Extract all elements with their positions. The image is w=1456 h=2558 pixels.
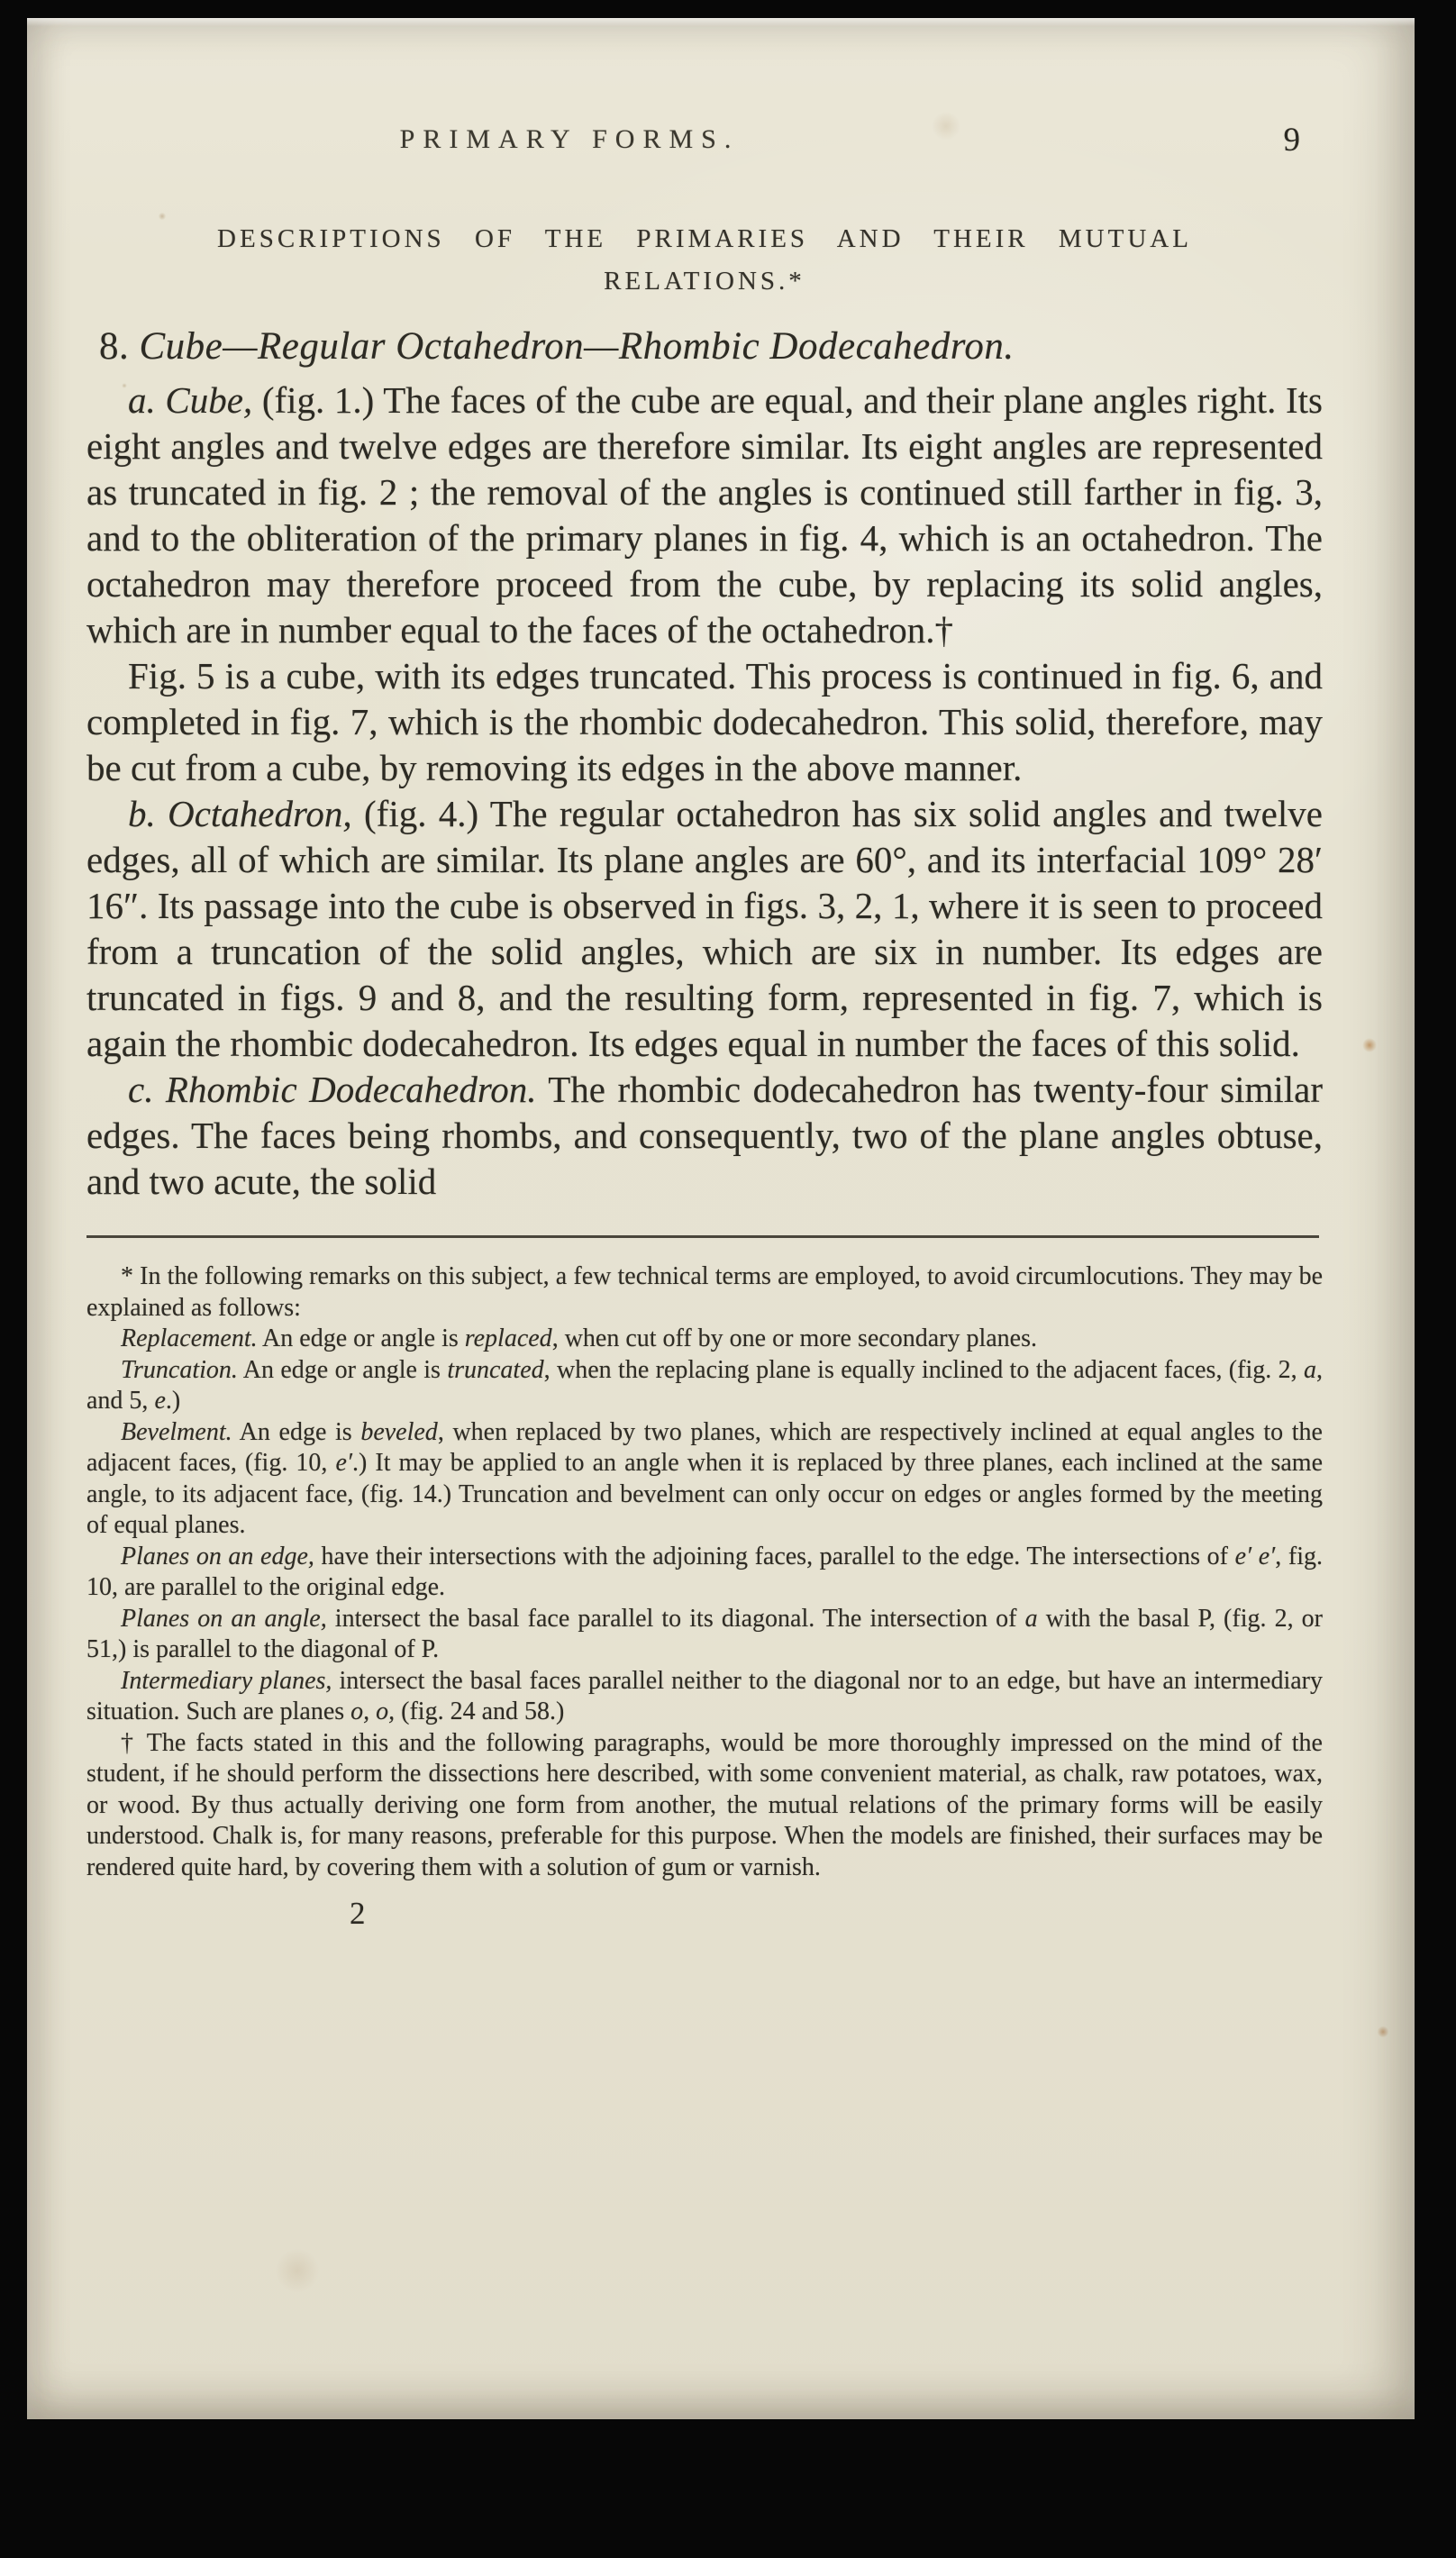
text-segment: .) It may be applied to an angle when it is replaced by three planes, each inclined at the same angle, to its adjacent face, (fig. 14.) Truncation and bevelment can only occur on edges or angles formed by the meeting of equal planes.: [86, 1449, 1323, 1539]
footnote-paragraph: [86, 1542, 1323, 1604]
text-segment: e: [154, 1387, 166, 1415]
body-paragraphs: [86, 378, 1323, 1205]
footnote-paragraph: [86, 1355, 1323, 1417]
footnote-paragraph: [86, 1666, 1323, 1728]
running-head: PRIMARY FORMS.: [399, 124, 740, 154]
section-title: Cube—Regular Octahedron—Rhombic Dodecahedron.: [139, 325, 1015, 368]
text-segment: * In the following remarks on this subject, a few technical terms are employed, to avoid circumlocutions. They may be explained as follows:: [86, 1262, 1323, 1322]
section-number: 8.: [99, 325, 130, 368]
footnote-paragraph: [86, 1324, 1323, 1355]
text-segment: Planes on an edge,: [121, 1542, 314, 1570]
text-segment: beveled: [360, 1417, 438, 1446]
text-segment: , when cut off by one or more secondary planes.: [551, 1325, 1038, 1352]
text-segment: Intermediary planes,: [121, 1666, 332, 1695]
scanned-page: [27, 18, 1415, 2419]
chapter-heading-line2: RELATIONS.*: [604, 267, 805, 296]
text-segment: e′: [335, 1449, 352, 1477]
text-segment: An edge is: [232, 1417, 361, 1446]
text-segment: a: [1024, 1604, 1038, 1633]
text-segment: Fig. 5 is a cube, with its edges truncated. This process is continued in fig. 6, and completed in fig. 7, which is the rhombic dodecahedron. This solid, therefore, may be cut from a cube, by removing its edges in the above manner.: [86, 655, 1323, 788]
text-segment: , when replaced by two planes, which are respectively inclined at equal angles to the adjacent faces, (fig. 10,: [86, 1417, 1323, 1477]
text-segment: e′ e′: [1234, 1542, 1276, 1570]
text-segment: .): [165, 1387, 181, 1415]
text-segment: Replacement.: [121, 1325, 258, 1352]
text-segment: o, o,: [350, 1698, 396, 1725]
text-segment: † The facts stated in this and the following paragraphs, would be more thoroughly impressed on the mind of the student, if he should perform the dissections here described, with some convenient material, as chalk, raw potatoes, wax, or wood. By thus actually deriving one form from another, the mutual relations of the primary forms will be easily understood. Chalk is, for many reasons, preferable for this purpose. When the models are finished, their surfaces may be rendered quite hard, by covering them with a solution of gum or varnish.: [86, 1728, 1323, 1881]
text-segment: replaced: [464, 1325, 552, 1352]
text-segment: with the basal P, (fig. 2, or 51,) is parallel to the diagonal of P.: [86, 1604, 1323, 1663]
text-segment: (fig. 4.) The regular octahedron has six solid angles and twelve edges, all of which are similar. Its plane angles are 60°, and its interfacial 109° 28′ 16″. Its passage into the cube is observed in figs. 3, 2, 1, where it is seen to proceed from a truncation of the solid angles, which are six in number. Its edges are truncated in figs. 9 and 8, and the resulting form, represented in fig. 7, which is again the rhombic dodecahedron. Its edges equal in number the faces of this solid.: [86, 793, 1323, 1064]
text-segment: c. Rhombic Dodecahedron.: [128, 1069, 537, 1110]
chapter-heading: [86, 218, 1323, 303]
text-segment: b. Octahedron,: [128, 793, 352, 834]
text-segment: Bevelment.: [121, 1417, 232, 1446]
text-segment: , fig. 10, are parallel to the original edge.: [86, 1542, 1324, 1601]
footnotes: [86, 1261, 1323, 1883]
body-paragraph: [86, 791, 1323, 1067]
body-paragraph: [86, 1067, 1323, 1205]
text-segment: have their intersections with the adjoining faces, parallel to the edge. The intersections of: [314, 1542, 1235, 1570]
body-paragraph: [86, 653, 1323, 791]
text-segment: An edge or angle is: [257, 1325, 465, 1352]
text-segment: The rhombic dodecahedron has twenty-four similar edges. The faces being rhombs, and consequently, two of the plane angles obtuse, and two acute, the solid: [86, 1069, 1324, 1202]
text-segment: , when the replacing plane is equally inclined to the adjacent faces, (fig. 2,: [543, 1355, 1304, 1384]
text-segment: intersect the basal faces parallel neither to the diagonal nor to an edge, but have an intermediary situation. Such are planes: [86, 1666, 1323, 1725]
text-segment: An edge or angle is: [237, 1355, 448, 1384]
signature-mark: 2: [350, 1896, 366, 1931]
text-segment: , and 5,: [86, 1355, 1323, 1415]
page-number: 9: [1283, 122, 1300, 159]
text-segment: a. Cube,: [128, 379, 253, 421]
section-heading: [86, 324, 1323, 369]
page-content: [86, 18, 1323, 1932]
text-segment: a: [1304, 1355, 1316, 1384]
footnote-paragraph: [86, 1417, 1323, 1542]
text-segment: (fig. 1.) The faces of the cube are equal, and their plane angles right. Its eight angles and twelve edges are therefore similar. Its eight angles are represented as truncated in fig. 2 ; the removal of the angles is continued still farther in fig. 3, and to the obliteration of the primary planes in fig. 4, which is an octahedron. The octahedron may therefore proceed from the cube, by replacing its solid angles, which are in number equal to the faces of the octahedron.†: [86, 379, 1324, 651]
text-segment: truncated: [447, 1355, 544, 1384]
footnote-paragraph: [86, 1604, 1323, 1666]
text-segment: Truncation.: [121, 1355, 238, 1384]
text-segment: Planes on an angle,: [121, 1604, 327, 1633]
page-header: [86, 124, 1323, 166]
body-paragraph: [86, 378, 1323, 653]
text-segment: intersect the basal face parallel to its diagonal. The intersection of: [326, 1604, 1025, 1633]
footnote-paragraph: [86, 1728, 1323, 1884]
text-segment: (fig. 24 and 58.): [395, 1698, 565, 1725]
footnote-paragraph: [86, 1261, 1323, 1324]
footnote-rule: [86, 1235, 1319, 1238]
chapter-heading-line1: DESCRIPTIONS OF THE PRIMARIES AND THEIR MUTUAL: [217, 224, 1192, 253]
